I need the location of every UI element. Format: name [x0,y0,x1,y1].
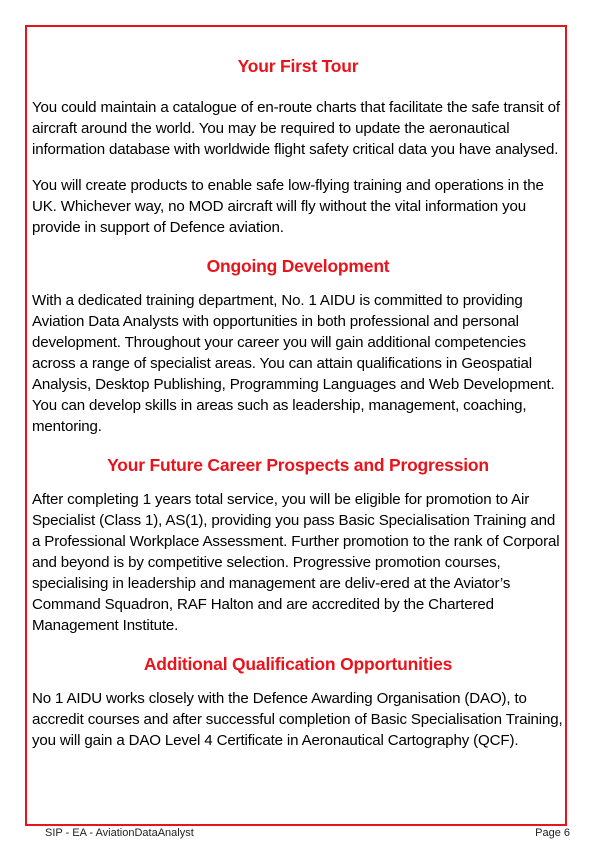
section-title-career-prospects: Your Future Career Prospects and Progression [107,455,489,475]
section-title-additional-qualifications: Additional Qualification Opportunities [143,654,453,674]
ongoing-development-paragraph: With a dedicated training department, No. 1 AIDU is committed to providing Aviation Data Analysts with opportunities in both professional and personal development. Throughout your career you will gain additional competencies across a range of specialist areas. You can attain qualifications in Geospatial Analysis, Desktop Publishing, Programming Languages and Web Development. You can develop skills in areas such as leadership, management, coaching, mentoring. [32,292,555,435]
section-title-ongoing-development: Ongoing Development [206,256,390,276]
footer-document-id: SIP - EA - AviationDataAnalyst [45,827,194,839]
section-title-first-tour: Your First Tour [237,56,359,76]
additional-qualifications-paragraph: No 1 AIDU works closely with the Defence Awarding Organisation (DAO), to accredit courses and after successful completion of Basic Specialisation Training, you will gain a DAO Level 4 Certificate in Aeronautical Cartography (QCF). [32,690,563,749]
first-tour-paragraph-2: You will create products to enable safe low-flying training and operations in the UK. Whichever way, no MOD aircraft will fly without the vital information you provide in support of Defence aviation. [32,177,544,236]
first-tour-paragraph-1: You could maintain a catalogue of en-route charts that facilitate the safe transit of aircraft around the world. You may be required to update the aeronautical information database with worldwide flight safety critical data you have analysed. [32,99,560,158]
footer-page-number: Page 6 [535,827,570,839]
career-prospects-paragraph: After completing 1 years total service, you will be eligible for promotion to Air Specialist (Class 1), AS(1), providing you pass Basic Specialisation Training and a Professional Workplace Assessment. Further promotion to the rank of Corporal and beyond is by competitive selection. Progressive promotion courses, specialising in leadership and management are deliv-ered at the Aviator’s Command Squadron, RAF Halton and are accredited by the Chartered Management Institute. [32,491,560,634]
page-content [32,52,564,751]
